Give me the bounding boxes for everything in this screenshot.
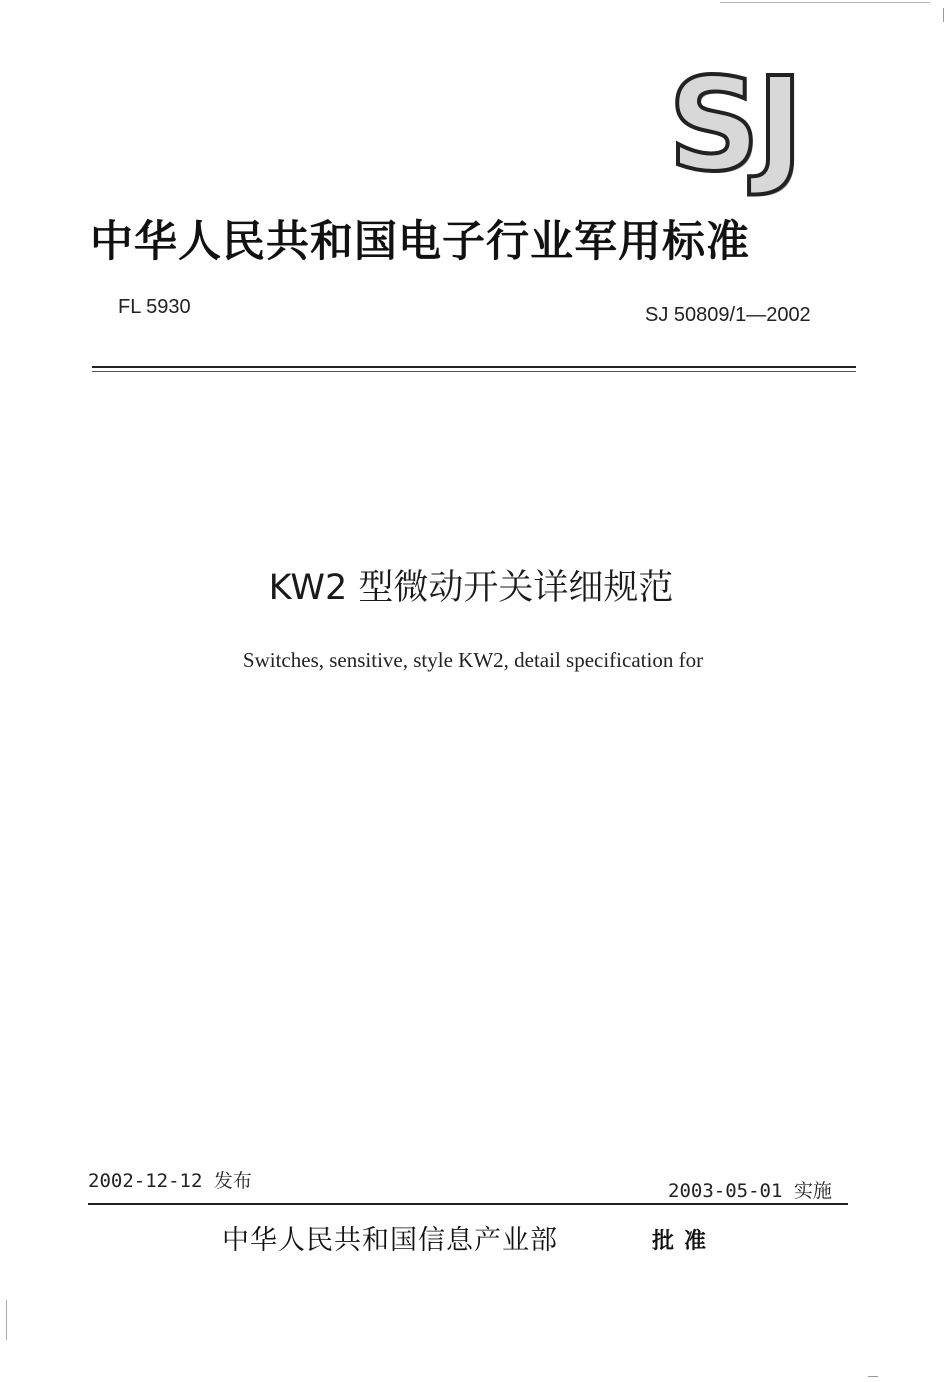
footer-divider <box>88 1203 848 1205</box>
scan-artifact-tick <box>6 1300 7 1340</box>
approval-label: 批准 <box>652 1229 717 1254</box>
scan-artifact-mark <box>868 1376 878 1377</box>
approving-authority: 中华人民共和国信息产业部 <box>222 1225 558 1256</box>
scan-artifact-line <box>720 2 930 3</box>
scan-artifact-tick <box>943 8 944 22</box>
document-title: KW2 型微动开关详细规范 <box>268 568 674 608</box>
header-divider <box>92 366 856 368</box>
fl-classification-code: FL 5930 <box>118 296 191 318</box>
sj-logo-text: SJ <box>668 51 800 200</box>
sj-logo <box>668 51 846 200</box>
standard-category-title: 中华人民共和国电子行业军用标准 <box>90 217 750 267</box>
document-subtitle: Switches, sensitive, style KW2, detail specification for <box>242 648 704 672</box>
issue-date: 2002-12-12 发布 <box>88 1170 252 1192</box>
implementation-date: 2003-05-01 实施 <box>668 1180 832 1202</box>
standard-number: SJ 50809/1—2002 <box>645 304 811 326</box>
